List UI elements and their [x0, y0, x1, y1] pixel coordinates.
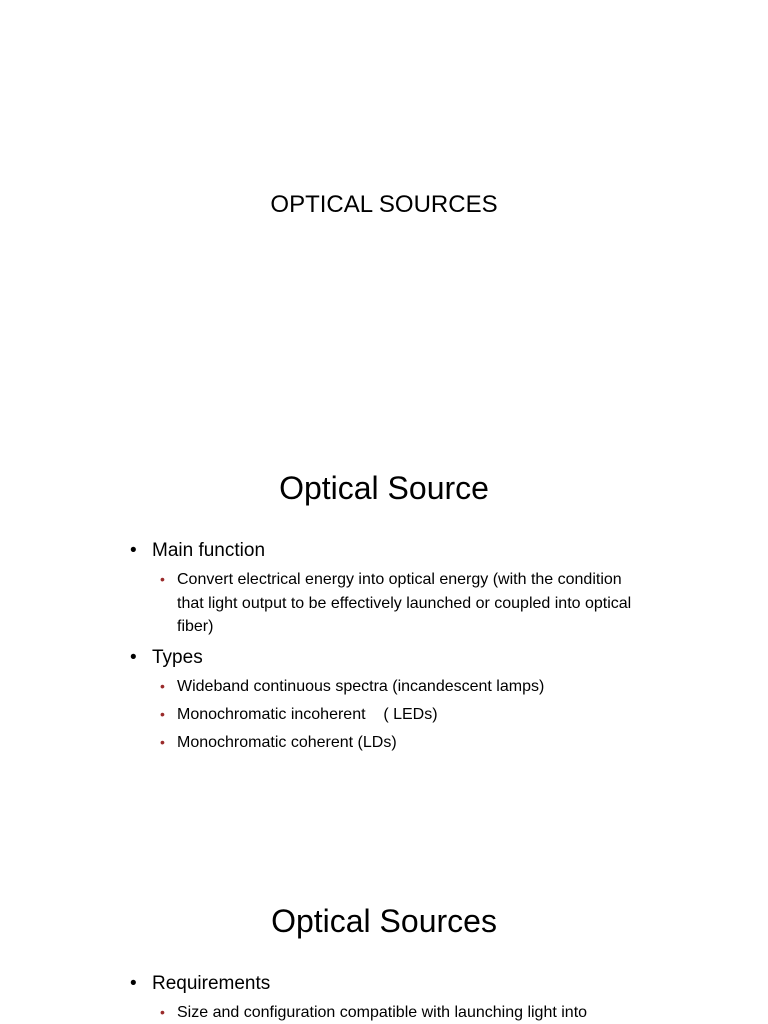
bullet-dot-icon: • [130, 973, 137, 994]
sub-bullet-dot-icon: • [160, 677, 165, 694]
slide-2-title: Optical Source [279, 470, 489, 506]
slide-3-title: Optical Sources [271, 903, 497, 939]
sub-bullet-item [152, 1001, 648, 1024]
slide-1-title: OPTICAL SOURCES [270, 191, 498, 218]
sub-bullet-dot-icon: • [160, 1004, 165, 1020]
sub-bullet-item [152, 731, 648, 755]
sub-bullet-item [152, 703, 648, 727]
sub-bullet-list [152, 1001, 648, 1024]
bullet-label: Requirements [152, 973, 271, 994]
bullet-requirements [128, 971, 648, 1024]
sub-bullet-list [152, 675, 648, 755]
sub-bullet-text: Monochromatic incoherent ( LEDs) [177, 705, 438, 723]
bullet-main-function [128, 538, 648, 639]
slide-2-bullet-list [128, 538, 648, 759]
bullet-dot-icon: • [130, 540, 137, 561]
sub-bullet-item [152, 675, 648, 699]
bullet-label: Types [152, 646, 203, 668]
sub-bullet-dot-icon: • [160, 571, 165, 587]
sub-bullet-item [152, 568, 648, 639]
bullet-label: Main function [152, 540, 266, 561]
sub-bullet-text: Size and configuration compatible with launching light into [177, 1004, 588, 1021]
sub-bullet-text: Wideband continuous spectra (incandescent lamps) [177, 677, 545, 695]
sub-bullet-text: Monochromatic coherent (LDs) [177, 733, 397, 751]
slide-3-bullet-list [128, 971, 648, 1024]
sub-bullet-list [152, 568, 648, 639]
sub-bullet-dot-icon: • [160, 705, 165, 722]
bullet-dot-icon: • [130, 646, 137, 668]
sub-bullet-text: Convert electrical energy into optical energy (with the condition that light output to be effectively launched or coupled into optical fiber) [177, 571, 632, 635]
bullet-types [128, 645, 648, 755]
sub-bullet-dot-icon: • [160, 733, 165, 750]
